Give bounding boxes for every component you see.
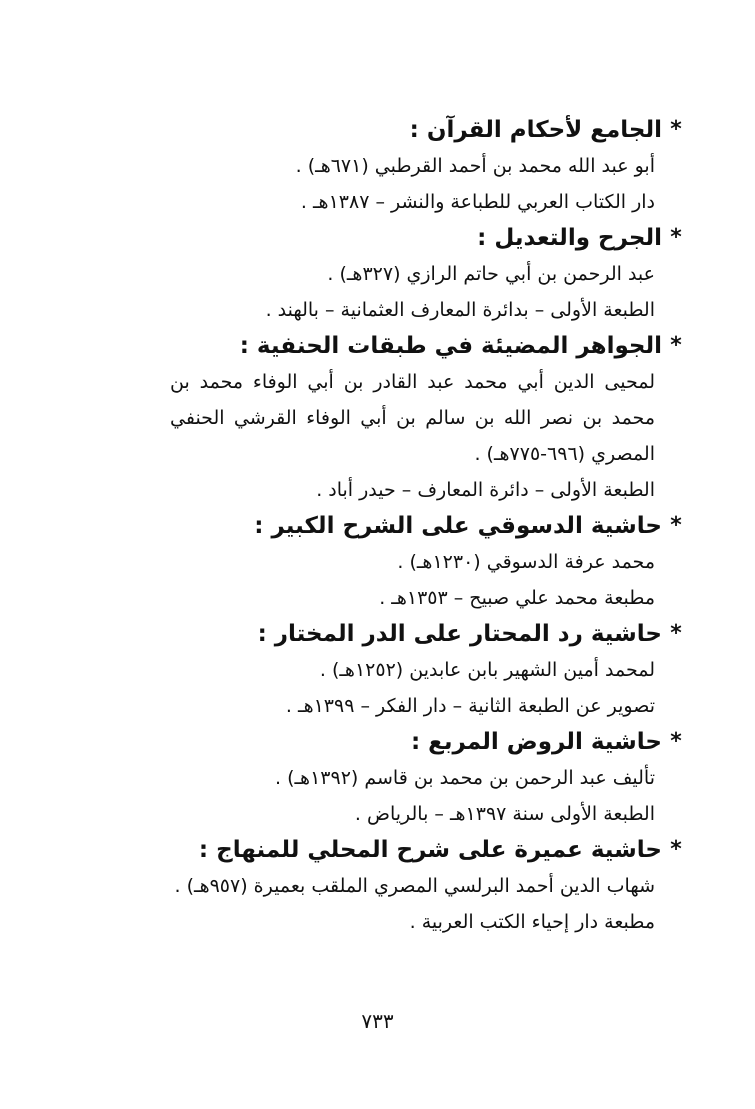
entry-jawahir-mudiyya (170, 328, 682, 508)
entry-publisher: دار الكتاب العربي للطباعة والنشر – ١٣٨٧هـ . (300, 191, 655, 213)
entry-author: محمد عرفة الدسوقي (١٢٣٠هـ) . (397, 551, 655, 573)
entry-publisher: مطبعة دار إحياء الكتب العربية . (409, 911, 655, 933)
bibliography-list (170, 112, 682, 940)
entry-title (170, 832, 690, 868)
bullet-icon: * (670, 513, 682, 538)
bullet-icon: * (670, 225, 682, 250)
entry-rawd-murabba (170, 724, 682, 832)
entry-author: لمحيى الدين أبي محمد عبد القادر بن أبي الوفاء محمد بن محمد بن نصر الله بن سالم بن أبي الوفاء القرشي الحنفي المصري (٦٩٦-٧٧٥هـ) . (170, 371, 655, 465)
entry-author: تأليف عبد الرحمن بن محمد بن قاسم (١٣٩٢هـ) . (275, 767, 655, 789)
entry-author: لمحمد أمين الشهير بابن عابدين (١٢٥٢هـ) . (319, 659, 655, 681)
entry-radd-muhtar (170, 616, 682, 724)
entry-title (170, 508, 690, 544)
entry-title (170, 616, 690, 652)
entry-hashiyat-umayra (170, 832, 682, 940)
entry-title-text: حاشية الروض المربع : (410, 729, 662, 755)
entry-publisher: مطبعة محمد علي صبيح – ١٣٥٣هـ . (379, 587, 655, 609)
entry-jami-ahkam-quran (170, 112, 682, 220)
entry-title (170, 112, 690, 148)
bullet-icon: * (670, 117, 682, 142)
entry-publisher: الطبعة الأولى – بدائرة المعارف العثمانية – بالهند . (265, 299, 655, 321)
entry-jarh-tadil (170, 220, 682, 328)
entry-title-text: حاشية رد المحتار على الدر المختار : (257, 621, 662, 647)
entry-title (170, 724, 690, 760)
bullet-icon: * (670, 729, 682, 754)
entry-author: أبو عبد الله محمد بن أحمد القرطبي (٦٧١هـ) . (295, 155, 655, 177)
entry-title-text: الجواهر المضيئة في طبقات الحنفية : (239, 333, 662, 359)
entry-title (170, 220, 690, 256)
entry-publisher: الطبعة الأولى سنة ١٣٩٧هـ – بالرياض . (354, 803, 655, 825)
bullet-icon: * (670, 837, 682, 862)
entry-title-text: حاشية عميرة على شرح المحلي للمنهاج : (198, 837, 662, 863)
entry-author: شهاب الدين أحمد البرلسي المصري الملقب بعميرة (٩٥٧هـ) . (174, 875, 655, 897)
bullet-icon: * (670, 333, 682, 358)
entry-publisher: الطبعة الأولى – دائرة المعارف – حيدر أباد . (316, 479, 655, 501)
entry-title (170, 328, 690, 364)
entry-title-text: الجامع لأحكام القرآن : (409, 117, 662, 143)
entry-title-text: حاشية الدسوقي على الشرح الكبير : (254, 513, 662, 539)
entry-title-text: الجرح والتعديل : (477, 225, 662, 251)
entry-hashiyat-dasuqi (170, 508, 682, 616)
entry-publisher: تصوير عن الطبعة الثانية – دار الفكر – ١٣٩٩هـ . (285, 695, 655, 717)
entry-author: عبد الرحمن بن أبي حاتم الرازي (٣٢٧هـ) . (327, 263, 655, 285)
page-number: ٧٣٣ (361, 1009, 394, 1033)
bullet-icon: * (670, 621, 682, 646)
